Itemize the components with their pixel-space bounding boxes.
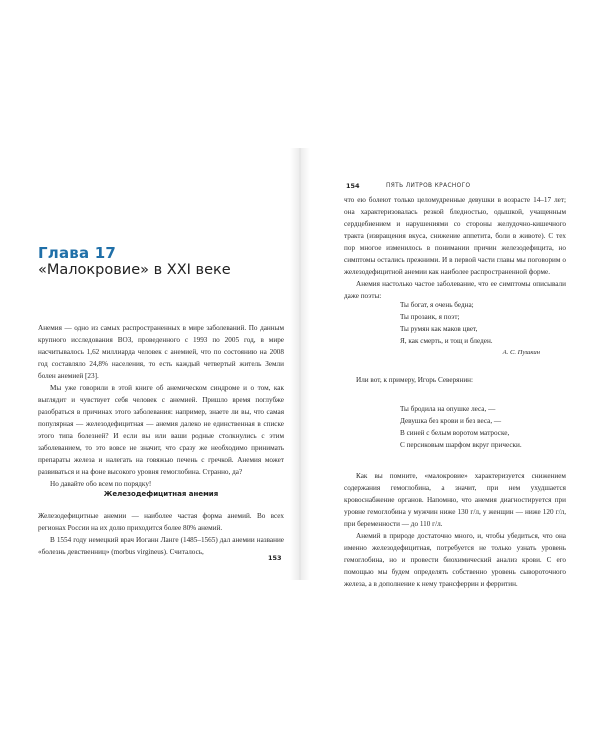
paragraph: Мы уже говорили в этой книге об анемическом синдроме и о том, как выглядит и чувствует себя человек с анемией. Пришло время поглубже разобраться в причинах этого заболевания: например, знаете ли вы, что самая популярная — железодефицитная — анемия далеко не единственная в списке этого типа болезней? И если вы или ваши родные столкнулись с этим заболеванием, то это вовсе не значит, что сразу же необходимо принимать препараты железа и налегать на говяжью печень с гречкой. Анемия может развиваться и на фоне высокого уровня гемоглобина. Странно, да?: [38, 384, 284, 476]
right-body-intro: [344, 194, 566, 302]
left-body-section: [38, 510, 284, 558]
paragraph: Железодефицитные анемии — наиболее частая форма анемий. Во всех регионах России на их долю приходится более 80% анемий.: [38, 512, 284, 532]
paragraph: Анемия настолько частое заболевание, что ее симптомы описывали даже поэты:: [344, 280, 566, 300]
paragraph: что ею болеют только целомудренные девушки в возрасте 14–17 лет; она характеризовалась резкой бледностью, одышкой, учащенным сердцебиением и нарушениями со стороны желудочно-кишечного тракта (извращения вкуса, снижение аппетита, боли в животе). С тех пор многое изменилось в понимании причин железодефицита, но симптомы остались прежними. И в первой части главы мы поговорим о железодефицитной анемии как наиболее распространенной форме.: [344, 196, 566, 276]
poem-pushkin: [400, 299, 550, 359]
right-body-main: [344, 470, 566, 590]
page-number-left: 153: [268, 554, 282, 562]
poem-line: Ты румян как маков цвет,: [400, 325, 478, 333]
page-number-right: 154: [346, 182, 360, 190]
poem-line: Девушка без крови и без веса, —: [400, 417, 502, 425]
left-body-intro: [38, 322, 284, 490]
book-gutter: [290, 148, 310, 580]
paragraph: Анемий в природе достаточно много, и, чтобы убедиться, что она именно железодефицитная, потребуется не только узнать уровень гемоглобина, но и провести биохимический анализ крови. С его помощью мы будем определять собственно уровень сывороточного железа, а в дополнение к нему трансферрин и ферритин.: [344, 532, 566, 588]
running-head: ПЯТЬ ЛИТРОВ КРАСНОГО: [386, 183, 471, 189]
paragraph: Или вот, к примеру, Игорь Северянин:: [356, 376, 474, 384]
chapter-label: Глава 17: [38, 244, 116, 262]
right-body-intro-2: [344, 374, 566, 386]
poem-line: В синей с белым воротом матроске,: [400, 429, 510, 437]
poem-author: А. С. Пушкин: [502, 349, 540, 356]
poem-line: Ты прозаик, я поэт;: [400, 313, 460, 321]
paragraph: Но давайте обо всем по порядку!: [50, 480, 152, 488]
poem-line: Я, как смерть, и тощ и бледен.: [400, 337, 493, 345]
chapter-title: «Малокровие» в XXI веке: [38, 262, 231, 278]
section-heading: Железодефицитная анемия: [103, 490, 219, 498]
paragraph: В 1554 году немецкий врач Иоганн Ланге (1485–1565) дал анемии название «болезнь девственниц» (morbus virgineus). Считалось,: [38, 536, 284, 556]
paragraph: Анемия — одно из самых распространенных в мире заболеваний. По данным крупного исследования ВОЗ, проведенного с 1993 по 2005 год, в мире насчитывалось 1,62 миллиарда человек с анемией, что по состоянию на 2008 год составляло 24,8% населения, то есть каждый четвертый житель Земли болен анемией [23].: [38, 324, 284, 380]
left-page: [20, 148, 300, 580]
poem-line: Ты бродила на опушке леса, —: [400, 405, 496, 413]
right-page: [300, 148, 582, 588]
paragraph: Как вы помните, «малокровие» характеризуется снижением содержания гемоглобина, а значит, при нем ухудшается кровоснабжение органов. Напомню, что анемия диагностируется при уровне гемоглобина у мужчин ниже 130 г/л, у женщин — ниже 120 г/л, при беременности — до 110 г/л.: [344, 472, 566, 528]
poem-line: Ты богат, я очень бедна;: [400, 301, 474, 309]
poem-severyanin: [400, 403, 550, 451]
poem-line: С персиковым шарфом вкруг прически.: [400, 441, 522, 449]
